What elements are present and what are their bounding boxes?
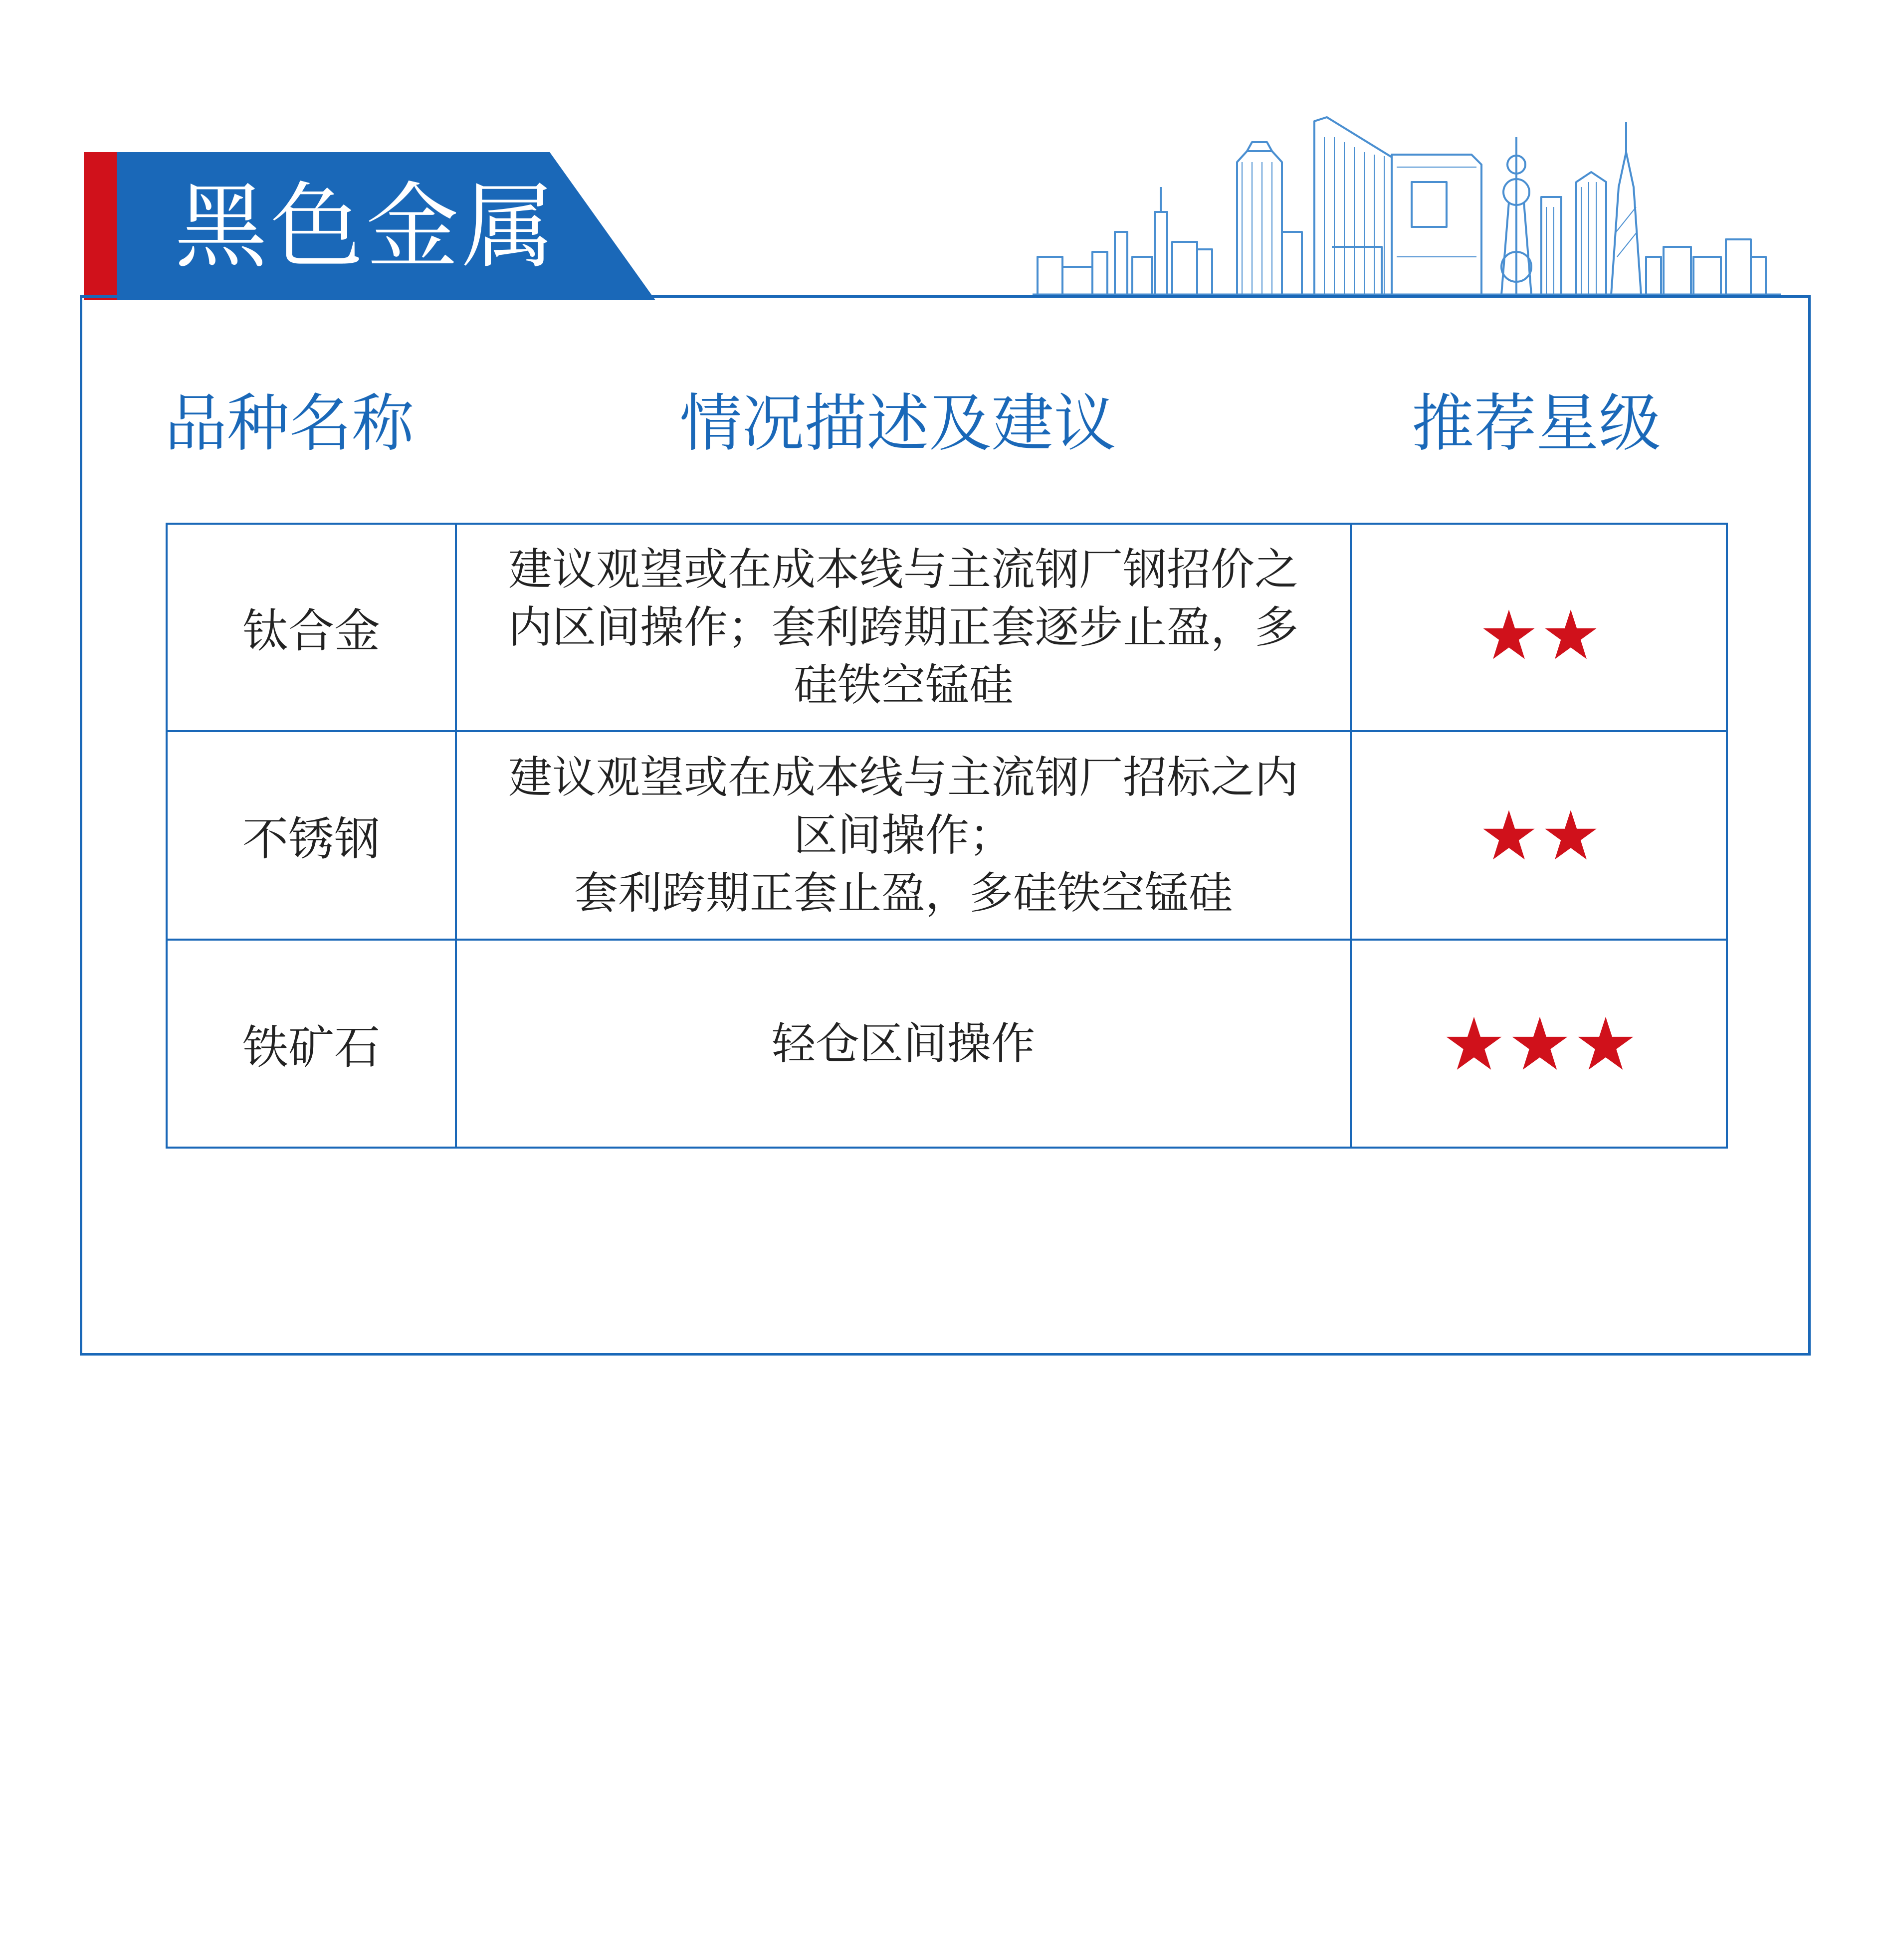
banner-red-accent bbox=[84, 152, 117, 300]
table-cell-description bbox=[457, 525, 1350, 730]
recommendation-table bbox=[166, 523, 1728, 1149]
section-title: 黑色金属 bbox=[175, 173, 558, 281]
star-rating bbox=[1445, 1014, 1635, 1073]
table-cell-rating bbox=[1352, 732, 1728, 939]
description-line: 区间操作； bbox=[793, 809, 1013, 861]
star-icon bbox=[1510, 1014, 1569, 1073]
column-header-name: 品种名称 bbox=[165, 388, 414, 460]
column-header-description: 情况描述及建议 bbox=[679, 388, 1116, 460]
column-header-rating: 推荐星级 bbox=[1412, 388, 1661, 460]
table-cell-name: 铁矿石 bbox=[242, 1020, 380, 1074]
table-cell-description bbox=[457, 732, 1350, 939]
description-line: 轻仓区间操作 bbox=[771, 1017, 1035, 1069]
star-icon bbox=[1445, 1014, 1503, 1073]
description-line: 建议观望或在成本线与主流钢厂钢招价之 bbox=[508, 544, 1298, 595]
table-cell-rating bbox=[1352, 525, 1728, 730]
table-cell-rating bbox=[1352, 941, 1728, 1147]
star-icon bbox=[1481, 607, 1536, 662]
description-line: 建议观望或在成本线与主流钢厂招标之内 bbox=[508, 752, 1298, 803]
star-rating bbox=[1481, 808, 1598, 863]
star-icon bbox=[1576, 1014, 1635, 1073]
star-icon bbox=[1543, 808, 1598, 863]
description-line: 套利跨期正套止盈，多硅铁空锰硅 bbox=[574, 867, 1233, 919]
star-icon bbox=[1481, 808, 1536, 863]
star-rating bbox=[1481, 607, 1598, 662]
description-line: 内区间操作；套利跨期正套逐步止盈，多 bbox=[508, 601, 1298, 653]
table-cell-description bbox=[457, 941, 1350, 1147]
city-skyline-illustration bbox=[1033, 107, 1781, 297]
star-icon bbox=[1543, 607, 1598, 662]
table-cell-name: 不锈钢 bbox=[242, 812, 380, 866]
table-cell-name: 钛合金 bbox=[242, 604, 380, 658]
description-line: 硅铁空锰硅 bbox=[793, 659, 1013, 711]
